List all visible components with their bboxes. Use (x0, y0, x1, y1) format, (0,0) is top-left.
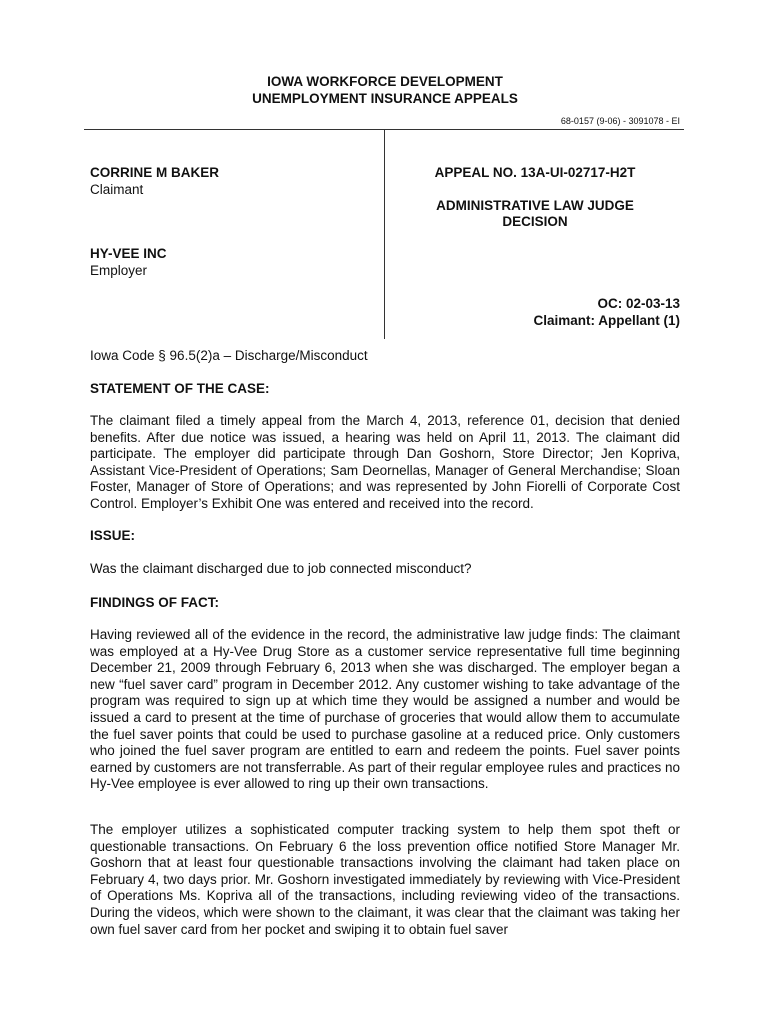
issue-heading: ISSUE: (90, 528, 136, 543)
oc-date: OC: 02-03-13 (597, 296, 680, 311)
agency-title: IOWA WORKFORCE DEVELOPMENT (267, 74, 503, 89)
appellant-line: Claimant: Appellant (1) (533, 313, 680, 328)
decision-title-line2: DECISION (502, 214, 568, 229)
statement-paragraph: The claimant filed a timely appeal from the March 4, 2013, reference 01, decision that denied benefits. After due notice was issued, a hearing was held on April 11, 2013. The claimant did participate. The employer did participate through Dan Goshorn, Store Director; Jen Kopriva, Assistant Vice-President of Operations; Sam Deornellas, Manager of General Merchandise; Sloan Foster, Manager of Store of Operations; and was represented by John Fiorelli of Corporate Cost Control. Employer’s Exhibit One was entered and received into the record. (90, 413, 680, 511)
statement-heading: STATEMENT OF THE CASE: (90, 381, 270, 396)
decision-title-line1: ADMINISTRATIVE LAW JUDGE (436, 198, 634, 213)
employer-name: HY-VEE INC (90, 246, 167, 261)
issue-paragraph: Was the claimant discharged due to job connected misconduct? (90, 561, 472, 576)
employer-role: Employer (90, 263, 148, 278)
claimant-name: CORRINE M BAKER (90, 165, 220, 180)
findings-heading: FINDINGS OF FACT: (90, 595, 219, 610)
claimant-role: Claimant (90, 182, 144, 197)
column-divider (384, 129, 385, 339)
appeal-number: APPEAL NO. 13A-UI-02717-H2T (434, 165, 636, 180)
code-reference: Iowa Code § 96.5(2)a – Discharge/Misconduct (90, 348, 368, 363)
division-title: UNEMPLOYMENT INSURANCE APPEALS (252, 91, 518, 106)
findings-paragraph-2: The employer utilizes a sophisticated computer tracking system to help them spot theft or questionable transactions. On February 6 the loss prevention office notified Store Manager Mr. Goshorn that at least four questionable transactions involving the claimant had taken place on February 4, two days prior. Mr. Goshorn investigated immediately by reviewing with Vice-President of Operations Ms. Kopriva all of the transactions, including reviewing video of the transactions. During the videos, which were shown to the claimant, it was clear that the claimant was taking her own fuel saver card from her pocket and swiping it to obtain fuel saver (90, 822, 680, 937)
findings-paragraph-1: Having reviewed all of the evidence in the record, the administrative law judge finds: The claimant was employed at a Hy-Vee Drug Store as a customer service representative full time beginning December 21, 2009 through February 6, 2013 when she was discharged. The employer began a new “fuel saver card” program in December 2012. Any customer wishing to take advantage of the program was required to sign up at which time they would be assigned a number and would be issued a card to present at the time of purchase of groceries that would allow them to accumulate the fuel saver points that could be used to purchase gasoline at a reduced price. Only customers who joined the fuel saver program are entitled to earn and redeem the points. Fuel saver points earned by customers are not transferrable. As part of their regular employee rules and practices no Hy-Vee employee is ever allowed to ring up their own transactions. (90, 627, 680, 792)
form-number: 68-0157 (9-06) - 3091078 - EI (560, 116, 680, 126)
